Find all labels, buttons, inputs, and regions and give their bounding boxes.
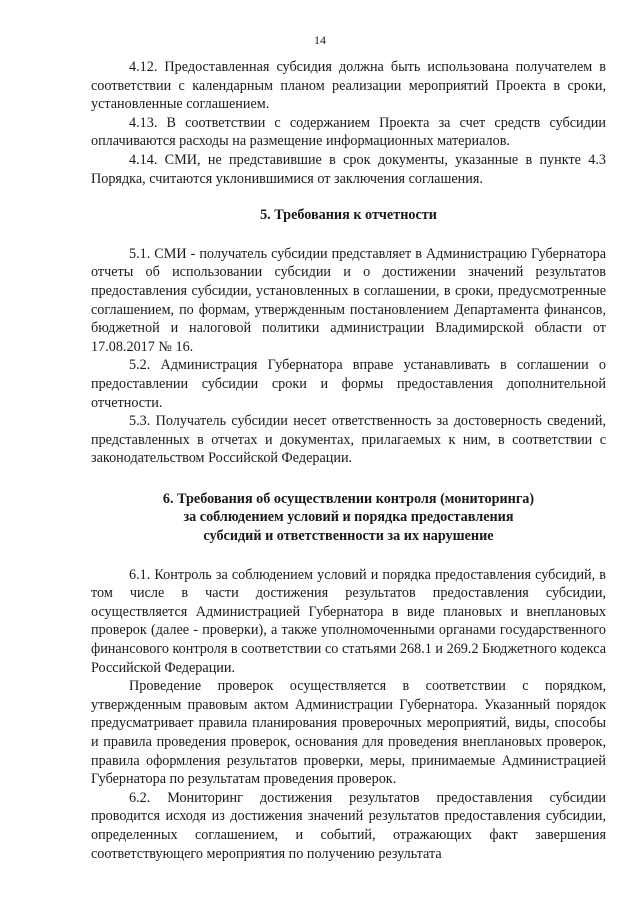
section-6-heading-line-1: 6. Требования об осуществлении контроля (мониторинга) [162,490,535,507]
section-6-heading-line-2: за соблюдением условий и порядка предоставления [183,509,514,526]
section-6-heading [91,490,606,546]
section-6-heading-line-3: субсидий и ответственности за их нарушение [203,528,494,545]
paragraph-6-1: 6.1. Контроль за соблюдением условий и порядка предоставления субсидий, в том числе в части достижения результатов предоставления субсидии, осуществляется Администрацией Губернатора в виде плановых и внеплановых проверок (далее - проверки), а также уполномоченными органами государственного финансового контроля в соответствии со статьями 268.1 и 269.2 Бюджетного кодекса Российской Федерации. [91,566,606,676]
paragraph-4-13: 4.13. В соответствии с содержанием Проекта за счет средств субсидии оплачиваются расходы на размещение информационных материалов. [91,114,606,150]
paragraph-5-2: 5.2. Администрация Губернатора вправе устанавливать в соглашении о предоставлении субсидии сроки и формы предоставления дополнительной отчетности. [91,357,606,411]
section-5-heading: 5. Требования к отчетности [260,207,437,224]
paragraph-4-14: 4.14. СМИ, не представившие в срок документы, указанные в пункте 4.3 Порядка, считаются уклонившимися от заключения соглашения. [91,151,606,187]
page-number: 14 [314,33,326,47]
document-body [91,58,606,863]
paragraph-6-1-inspections: Проведение проверок осуществляется в соответствии с порядком, утвержденным правовым актом Администрации Губернатора. Указанный порядок предусматривает правила планирования проверочных мероприятий, виды, способы и правила проведения проверок, основания для проведения внеплановых проверок, правила оформления результатов проверки, меры, принимаемые Администрацией Губернатора по результатам проведения проверок. [91,678,606,788]
paragraph-5-3: 5.3. Получатель субсидии несет ответственность за достоверность сведений, представленных в отчетах и документах, прилагаемых к ним, в соответствии с законодательством Российской Федерации. [91,413,606,467]
paragraph-5-1: 5.1. СМИ - получатель субсидии представляет в Администрацию Губернатора отчеты об использовании субсидии и о достижении значений результатов предоставления субсидии, установленных в соглашении, в сроки, предусмотренные соглашением, по формам, утвержденным постановлением Департамента финансов, бюджетной и налоговой политики администрации Владимирской области от 17.08.2017 № 16. [91,245,606,355]
paragraph-4-12: 4.12. Предоставленная субсидия должна быть использована получателем в соответствии с календарным планом реализации мероприятий Проекта в сроки, установленные соглашением. [91,59,606,113]
paragraph-6-2: 6.2. Мониторинг достижения результатов предоставления субсидии проводится исходя из достижения значений результатов предоставления субсидии, определенных соглашением, и событий, отражающих факт завершения соответствующего мероприятия по получению результата [91,789,606,862]
